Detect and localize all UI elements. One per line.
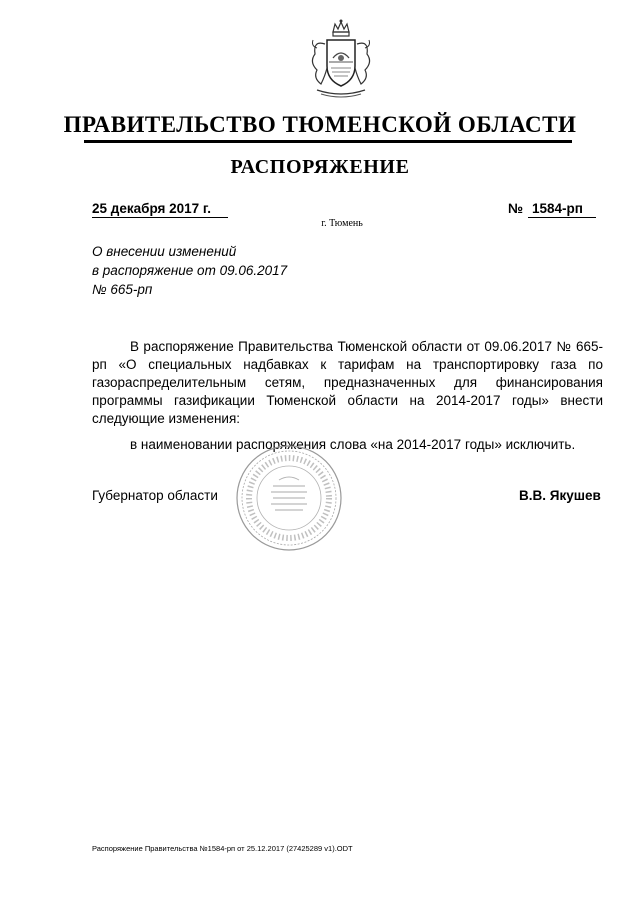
number-sign: № bbox=[508, 201, 524, 216]
header-divider bbox=[84, 140, 572, 143]
subject-line: О внесении изменений bbox=[92, 244, 237, 259]
city-label: г. Тюмень bbox=[321, 218, 363, 229]
body-paragraph: в наименовании распоряжения слова «на 2014-2017 годы» исключить. bbox=[130, 437, 576, 452]
signatory-title: Губернатор области bbox=[92, 488, 218, 503]
signatory-name: В.В. Якушев bbox=[519, 488, 601, 503]
document-footer: Распоряжение Правительства №1584-рп от 25.12.2017 (27425289 v1).ODT bbox=[92, 844, 353, 853]
document-subject bbox=[92, 242, 287, 299]
government-title: ПРАВИТЕЛЬСТВО ТЮМЕНСКОЙ ОБЛАСТИ bbox=[63, 112, 577, 137]
body-paragraph: В распоряжение Правительства Тюменской области от 09.06.2017 № 665-рп «О специальных надбавках к тарифам на транспортировку газа по газораспределительным сетям, предназначенных для финансирования программы газификации Тюменской области на 2014-2017 годы» внести следующие изменения: bbox=[92, 339, 603, 426]
document-date: 25 декабря 2017 г. bbox=[92, 201, 228, 218]
subject-line: в распоряжение от 09.06.2017 bbox=[92, 263, 288, 278]
document-number: 1584-рп bbox=[528, 201, 596, 218]
document-body bbox=[92, 338, 603, 454]
official-seal-stamp-icon bbox=[233, 442, 345, 554]
coat-of-arms-icon bbox=[303, 18, 379, 100]
subject-line: № 665-рп bbox=[92, 282, 153, 297]
document-type: РАСПОРЯЖЕНИЕ bbox=[230, 156, 410, 178]
